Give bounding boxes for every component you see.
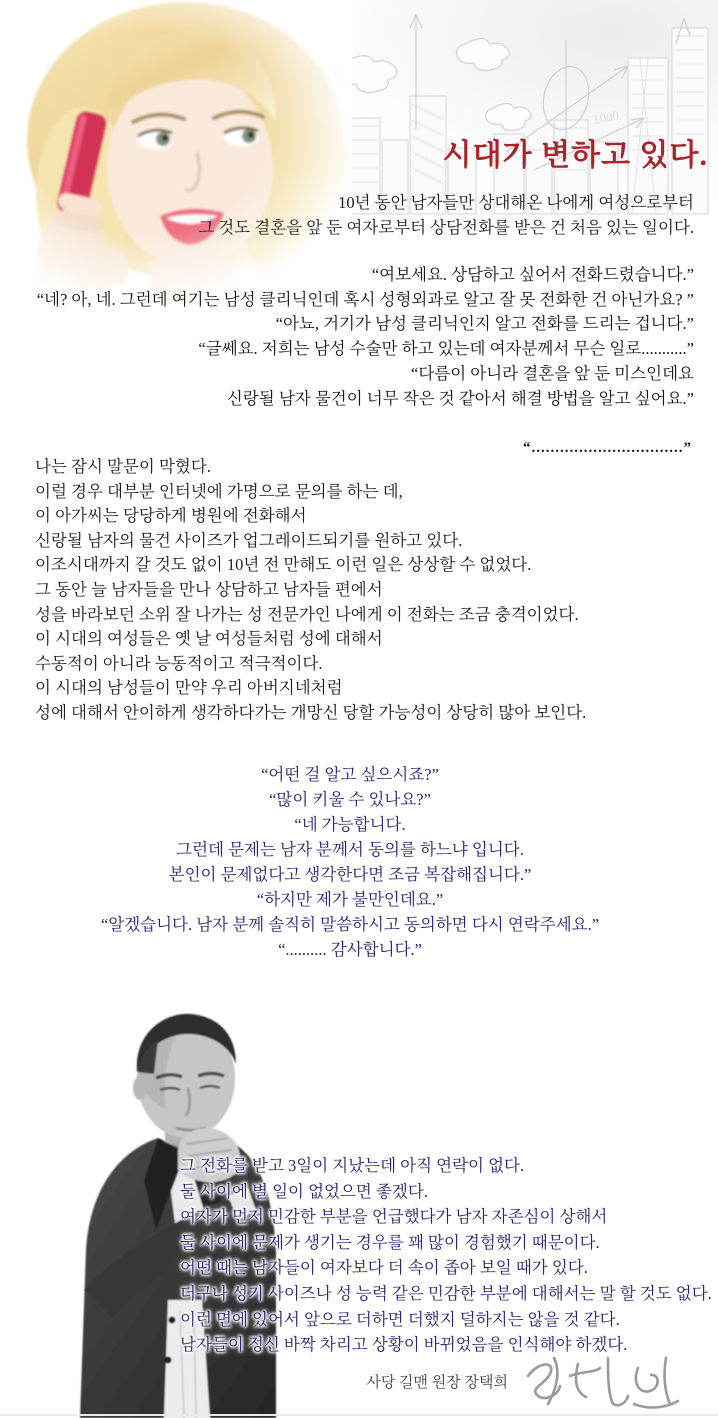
narrative-paragraph — [35, 455, 586, 726]
narrative-line: 수동적이 아니라 능동적이고 적극적이다. — [35, 653, 323, 673]
consult-dialogue-block — [0, 762, 700, 962]
dialogue-line: 신랑될 남자 물건이 너무 작은 것 같아서 해결 방법을 알고 싶어요.” — [226, 388, 694, 408]
closing-line: 둘 사이에 별 일이 없었으면 좋겠다. — [180, 1181, 428, 1201]
dialogue-line: “네 가능합니다. — [294, 815, 406, 834]
signature-block — [366, 1352, 690, 1410]
city-sketch-illustration — [298, 0, 718, 215]
dialogue-line: “여보세요. 상담하고 싶어서 전화드렸습니다.” — [371, 265, 694, 284]
closing-paragraph — [180, 1153, 712, 1358]
city-sketch-icon — [298, 0, 718, 215]
dialogue-line: 본인이 문제없다고 생각한다면 조금 복잡해집니다.” — [168, 865, 532, 884]
dialogue-line: “알겠습니다. 남자 분께 솔직히 말씀하시고 동의하면 다시 연락주세요.” — [100, 915, 600, 934]
closing-line: 어떤 때는 남자들이 여자보다 더 속이 좁아 보일 때가 있다. — [180, 1258, 588, 1278]
bottom-divider — [0, 1414, 718, 1416]
narrative-line: 이조시대까지 갈 것도 없이 10년 전 만해도 이런 일은 상상할 수 없었다. — [35, 555, 532, 575]
dialogue-line: “하지만 제가 불만인데요.” — [256, 890, 444, 909]
narrative-line: 이 아가씨는 당당하게 병원에 전화해서 — [35, 506, 307, 526]
closing-line: 여자가 먼저 민감한 부분을 언급했다가 남자 자존심이 상해서 — [180, 1207, 608, 1227]
intro-paragraph — [198, 190, 694, 240]
narrative-line: 그 동안 늘 남자들을 만나 상담하고 남자들 편에서 — [35, 579, 383, 599]
narrative-line: 성을 바라보던 소위 잘 나가는 성 전문가인 나에게 이 전화는 조금 충격이었다. — [35, 604, 579, 624]
dialogue-line: “아뇨, 거기가 남성 클리닉인지 알고 전화를 드리는 겁니다.” — [275, 314, 694, 334]
narrative-line: 이 시대의 남성들이 만약 우리 아버지네처럼 — [35, 678, 343, 698]
closing-line: 더구나 성기 사이즈나 성 능력 같은 민감한 부분에 대해서는 말 할 것도 없다. — [180, 1283, 712, 1303]
dialogue-line: “다름이 아니라 결혼을 앞 둔 미스인데요 — [411, 363, 694, 383]
closing-line: 둘 사이에 문제가 생기는 경우를 꽤 많이 경험했기 때문이다. — [180, 1232, 600, 1252]
narrative-line: 나는 잠시 말문이 막혔다. — [35, 457, 211, 476]
page-title: 시대가 변하고 있다. — [442, 139, 708, 172]
narrative-line: 이럴 경우 대부분 인터넷에 가명으로 문의를 하는 데, — [35, 481, 403, 501]
silence-quote: “................................” — [523, 440, 692, 456]
dialogue-line: 그런데 문제는 남자 분께서 동의를 하느냐 입니다. — [176, 840, 524, 859]
dialogue-line: “어떤 걸 알고 싶으시죠?” — [261, 765, 439, 784]
dialogue-line: “.......... 감사합니다.” — [278, 940, 422, 959]
narrative-line: 신랑될 남자의 물건 사이즈가 업그레이드되기를 원하고 있다. — [35, 530, 463, 550]
handwritten-signature-icon — [520, 1352, 690, 1410]
closing-line: 그 전화를 받고 3일이 지났는데 아직 연락이 없다. — [180, 1156, 525, 1175]
narrative-line: 성에 대해서 안이하게 생각하다가는 개망신 당할 가능성이 상당히 많아 보인다. — [35, 702, 587, 722]
phone-dialogue-block — [37, 263, 694, 411]
dialogue-line: “글쎄요. 저희는 남성 수술만 하고 있는데 여자분께서 무슨 일로...........” — [198, 339, 694, 359]
dialogue-line: “많이 키울 수 있나요?” — [269, 790, 431, 809]
signature-label: 사당 길맨 원장 장택희 — [366, 1374, 508, 1391]
closing-line: 남자들이 정신 바짝 차리고 상황이 바뀌었음을 인식해야 하겠다. — [180, 1335, 628, 1355]
dialogue-line: “네? 아, 네. 그런데 여기는 남성 클리닉인데 혹시 성형외과로 알고 잘 못 전화한 건 아닌가요? ” — [36, 289, 694, 309]
closing-line: 이런 면에 있어서 앞으로 더하면 더했지 덜하지는 않을 것 같다. — [180, 1309, 620, 1329]
woman-on-phone-photo — [0, 0, 352, 300]
sketch-number-label: 1000 — [591, 107, 621, 127]
intro-line: 10년 동안 남자들만 상대해온 나에게 여성으로부터 — [338, 193, 694, 212]
woman-photo-graphic — [0, 0, 352, 300]
intro-line: 그 것도 결혼을 앞 둔 여자로부터 상담전화를 받은 건 처음 있는 일이다. — [198, 218, 694, 237]
narrative-line: 이 시대의 여성들은 옛 날 여성들처럼 성에 대해서 — [35, 629, 383, 649]
